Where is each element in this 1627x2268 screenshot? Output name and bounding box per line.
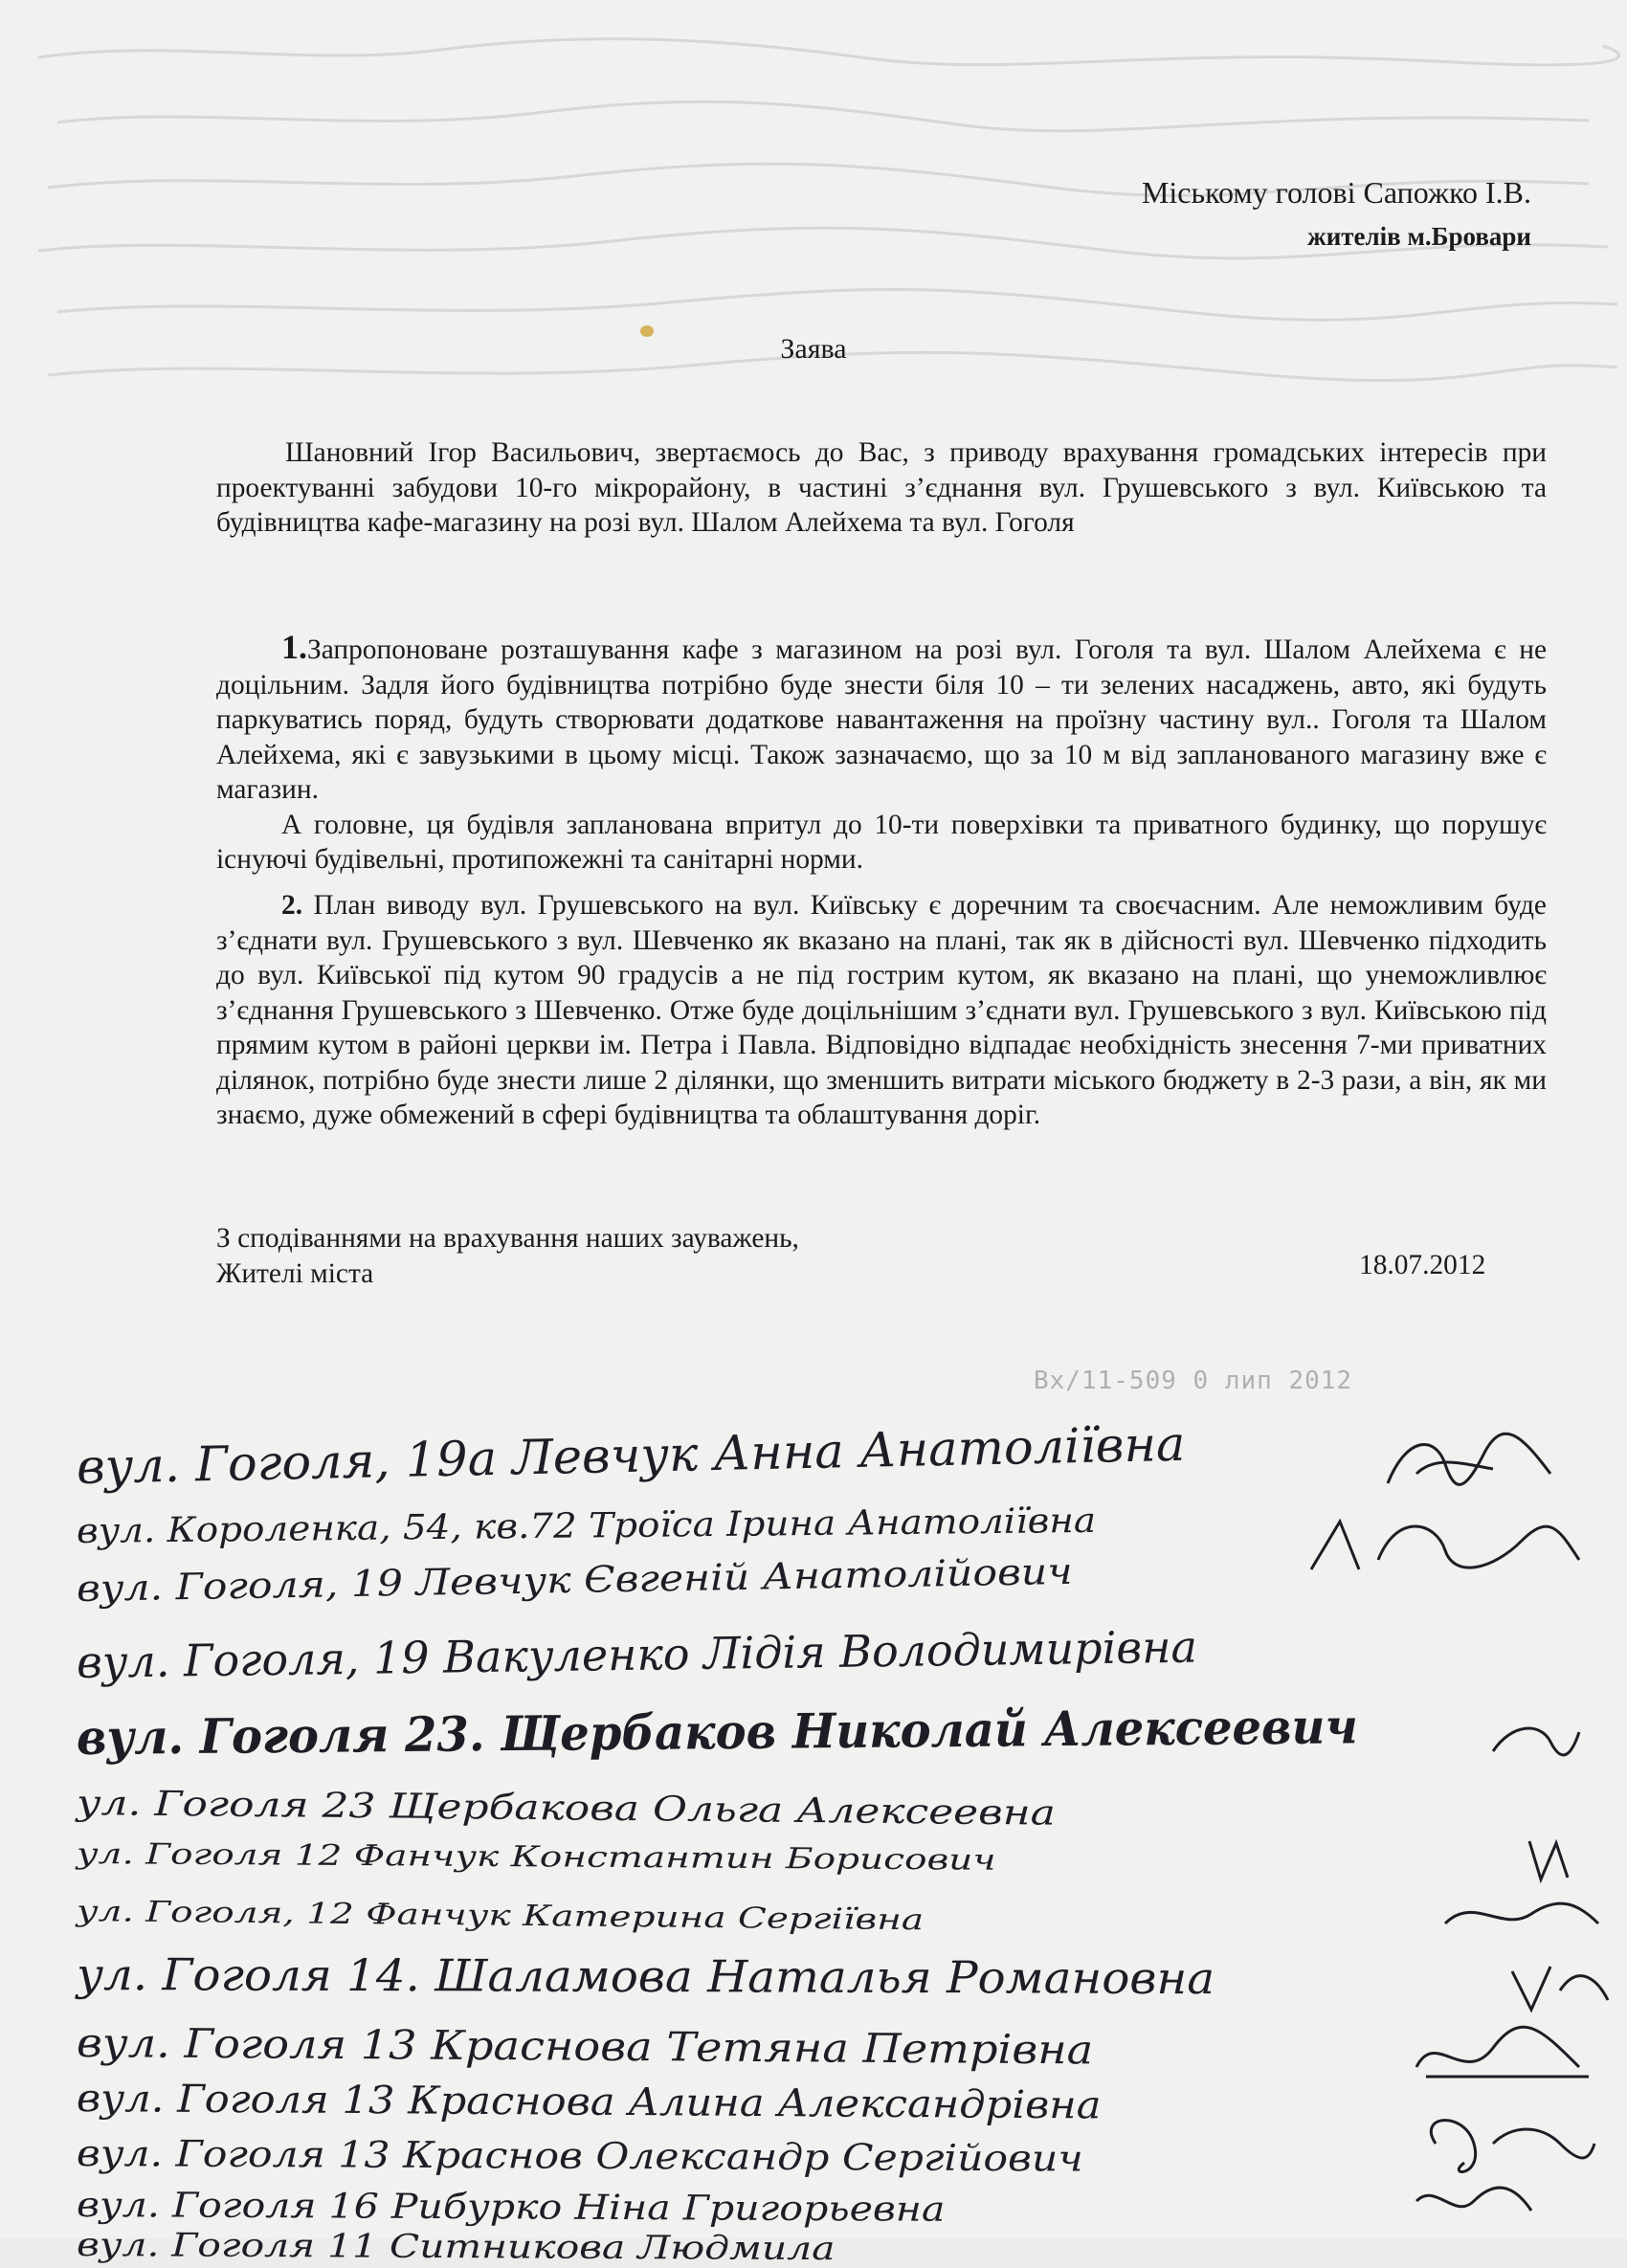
addressee: Міському голові Сапожко І.В. (1141, 175, 1531, 210)
signature-row: ул. Гоголя 12 Фанчук Константин Борисович (76, 1837, 996, 1878)
signature-row: вул. Короленка, 54, кв.72 Троїса Ірина Анатоліївна (76, 1501, 1097, 1551)
signature-scribble (1407, 2172, 1541, 2235)
signature-row: вул. Гоголя 16 Рибурко Ніна Григорьевна (76, 2186, 946, 2230)
point-1-text-2: А головне, ця будівля запланована впритул до 10-ти поверхівки та приватного будинку, що порушує існуючі будівельні, протипожежні та санітарні норми. (216, 809, 1547, 875)
closing-line-1: З сподіваннями на врахування наших зауважень, (216, 1223, 799, 1254)
sender: жителів м.Бровари (1307, 222, 1531, 251)
signature-list (0, 1407, 1627, 2268)
registration-stamp: Вх/11-509 0 лип 2012 (1034, 1367, 1353, 1395)
closing (216, 1221, 799, 1291)
signature-scribble (1378, 1426, 1560, 1507)
signature-scribble (1503, 1952, 1617, 2024)
point-2 (216, 888, 1547, 1133)
closing-line-2: Жителі міста (216, 1257, 374, 1289)
signature-row: ул. Гоголя 14. Шаламова Наталья Романовна (76, 1948, 1215, 2005)
signature-row: вул. Гоголя 13 Краснова Алина Александрівна (76, 2077, 1102, 2128)
signature-row: ул. Гоголя 23 Щербакова Ольга Алексеевна (76, 1784, 1057, 1834)
intro-paragraph: Шановний Ігор Васильович, звертаємось до Вас, з приводу врахування громадських інтересів при проектуванні забудови 10-го мікрорайону, в частині з’єднання вул. Грушевського з вул. Київською та будівництва кафе-магазину на розі вул. Шалом Алейхема та вул. Гоголя (216, 437, 1547, 538)
signature-row: ул. Гоголя, 12 Фанчук Катерина Сергіївна (76, 1895, 925, 1938)
signature-row: вул. Гоголя, 19а Левчук Анна Анатоліївна (76, 1415, 1186, 1495)
document-title: Заява (780, 333, 847, 365)
point-2-text: План виводу вул. Грушевського на вул. Київську є доречним та своєчасним. Але неможливим буде з’єднати вул. Грушевського з вул. Шевченко як вказано на плані, так як в дійсності вул. Шевченко підходить до вул. Київської під кутом 90 градусів а не під гострим кутом, як вказано на плані, що унеможливлює з’єднання Грушевського з Шевченко. Отже буде доцільнішим з’єднати вул. Грушевського з вул. Київською під прямим кутом в районі церкви ім. Петра і Павла. Відповідно відпадає необхідність знесення 7-ми приватних ділянок, потрібно буде знести лише 2 ділянки, що зменшить витрати міського бюджету в 2-3 рази, а він, як ми знаємо, дуже обмежений в сфері будівництва та облаштування доріг. (216, 890, 1547, 1130)
signature-scribble (1407, 2019, 1598, 2101)
signature-row: вул. Гоголя 13 Краснова Тетяна Петрівна (76, 2019, 1094, 2074)
header-block (1142, 170, 1531, 258)
point-1 (216, 630, 1547, 878)
letter-date: 18.07.2012 (1359, 1250, 1486, 1280)
signature-scribble (1302, 1502, 1589, 1593)
signature-row: вул. Гоголя, 19 Левчук Євгеній Анатолійович (76, 1549, 1074, 1610)
point-1-text: Запропоноване розташування кафе з магазином на розі вул. Гоголя та вул. Шалом Алейхема є не доцільним. Задля його будівництва потрібно буде знести біля 10 – ти зелених насаджень, авто, які будуть паркуватись поряд, будуть створювати додаткове навантаження на проїзну частину вул.. Гоголя та Шалом Алейхема, які є завузькими в цьому місці. Також зазначаємо, що за 10 м від запланованого магазину вже є магазин. (216, 634, 1547, 805)
signature-row: вул. Гоголя, 19 Вакуленко Лідія Володимирівна (76, 1620, 1198, 1688)
signature-row: вул. Гоголя 11 Ситникова Людмила (76, 2226, 836, 2268)
point-1-number: 1. (281, 628, 307, 666)
point-2-number: 2. (281, 890, 303, 921)
signature-scribble (1436, 1885, 1608, 1947)
signature-scribble (1483, 1713, 1589, 1775)
signature-row: вул. Гоголя 23. Щербаков Николай Алексеевич (76, 1698, 1358, 1766)
signature-row: вул. Гоголя 13 Краснов Олександр Сергійович (76, 2132, 1083, 2180)
